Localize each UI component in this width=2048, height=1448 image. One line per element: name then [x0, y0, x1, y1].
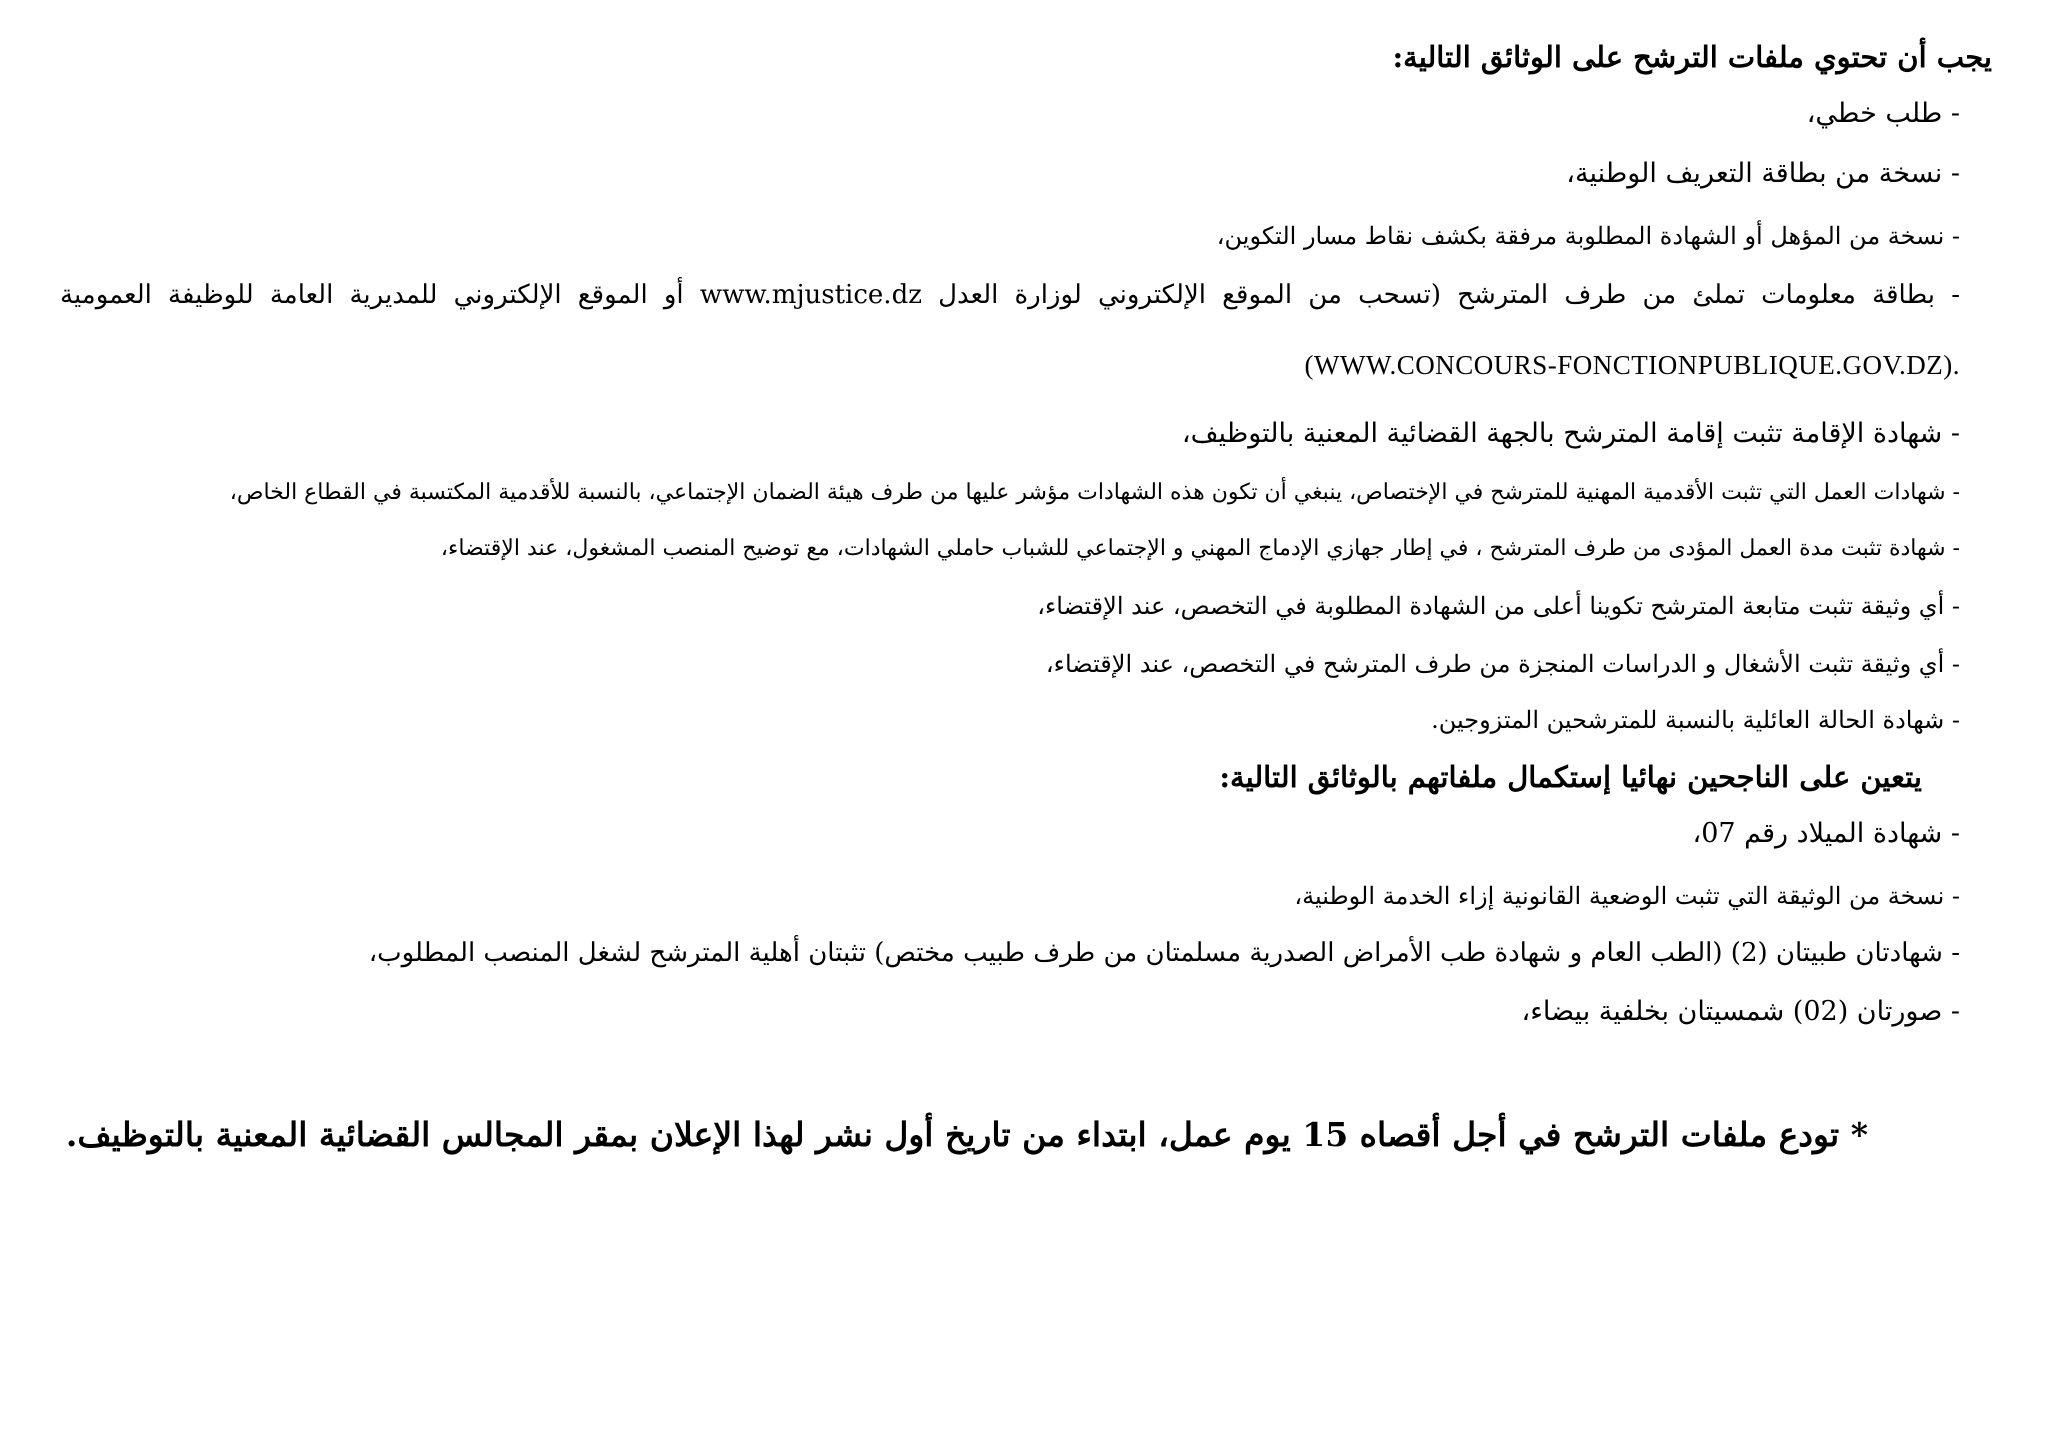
list-item: - طلب خطي،: [1806, 98, 1960, 129]
list-item: - نسخة من المؤهل أو الشهادة المطلوبة مرفقة بكشف نقاط مسار التكوين،: [1216, 222, 1960, 250]
list-item: - شهادة الميلاد رقم 07،: [1692, 818, 1960, 849]
list-item: - أي وثيقة تثبت الأشغال و الدراسات المنجزة من طرف المترشح في التخصص، عند الإقتضاء،: [1045, 650, 1960, 678]
list-item: - شهادات العمل التي تثبت الأقدمية المهنية للمترشح في الإختصاص، ينبغي أن تكون هذه الشهادات مؤشر عليها من طرف هيئة الضمان الإجتماعي، بالنسبة للأقدمية المكتسبة في القطاع الخاص،: [229, 480, 1960, 505]
list-item: - صورتان (02) شمسيتان بخلفية بيضاء،: [1521, 996, 1960, 1027]
list-item: - نسخة من بطاقة التعريف الوطنية،: [1566, 158, 1960, 189]
url-line: (WWW.CONCOURS-FONCTIONPUBLIQUE.GOV.DZ).: [1304, 350, 1960, 380]
list-item: - شهادة تثبت مدة العمل المؤدى من طرف المترشح ، في إطار جهازي الإدماج المهني و الإجتماعي للشباب حاملي الشهادات، مع توضيح المنصب المشغول، عند الإقتضاء،: [440, 536, 1960, 561]
list-item: - أي وثيقة تثبت متابعة المترشح تكوينا أعلى من الشهادة المطلوبة في التخصص، عند الإقتضاء،: [1037, 592, 1960, 620]
section1-heading: يجب أن تحتوي ملفات الترشح على الوثائق التالية:: [1392, 40, 1992, 74]
deadline-notice: * تودع ملفات الترشح في أجل أقصاه 15 يوم عمل، ابتداء من تاريخ أول نشر لهذا الإعلان بمقر المجالس القضائية المعنية بالتوظيف.: [65, 1115, 1868, 1154]
section2-heading: يتعين على الناجحين نهائيا إستكمال ملفاتهم بالوثائق التالية:: [1219, 760, 1922, 794]
list-item: - شهادتان طبيتان (2) (الطب العام و شهادة طب الأمراض الصدرية مسلمتان من طرف طبيب مختص) تثبتان أهلية المترشح لشغل المنصب المطلوب،: [368, 938, 1960, 968]
list-item: - شهادة الحالة العائلية بالنسبة للمترشحين المتزوجين.: [1431, 706, 1960, 734]
list-item: - بطاقة معلومات تملئ من طرف المترشح (تسحب من الموقع الإلكتروني لوزارة العدل www.mjustice.dz أو الموقع الإلكتروني للمديرية العامة للوظيفة العمومية: [60, 280, 1960, 310]
list-item: - شهادة الإقامة تثبت إقامة المترشح بالجهة القضائية المعنية بالتوظيف،: [1181, 418, 1960, 449]
list-item: - نسخة من الوثيقة التي تثبت الوضعية القانونية إزاء الخدمة الوطنية،: [1294, 882, 1960, 910]
